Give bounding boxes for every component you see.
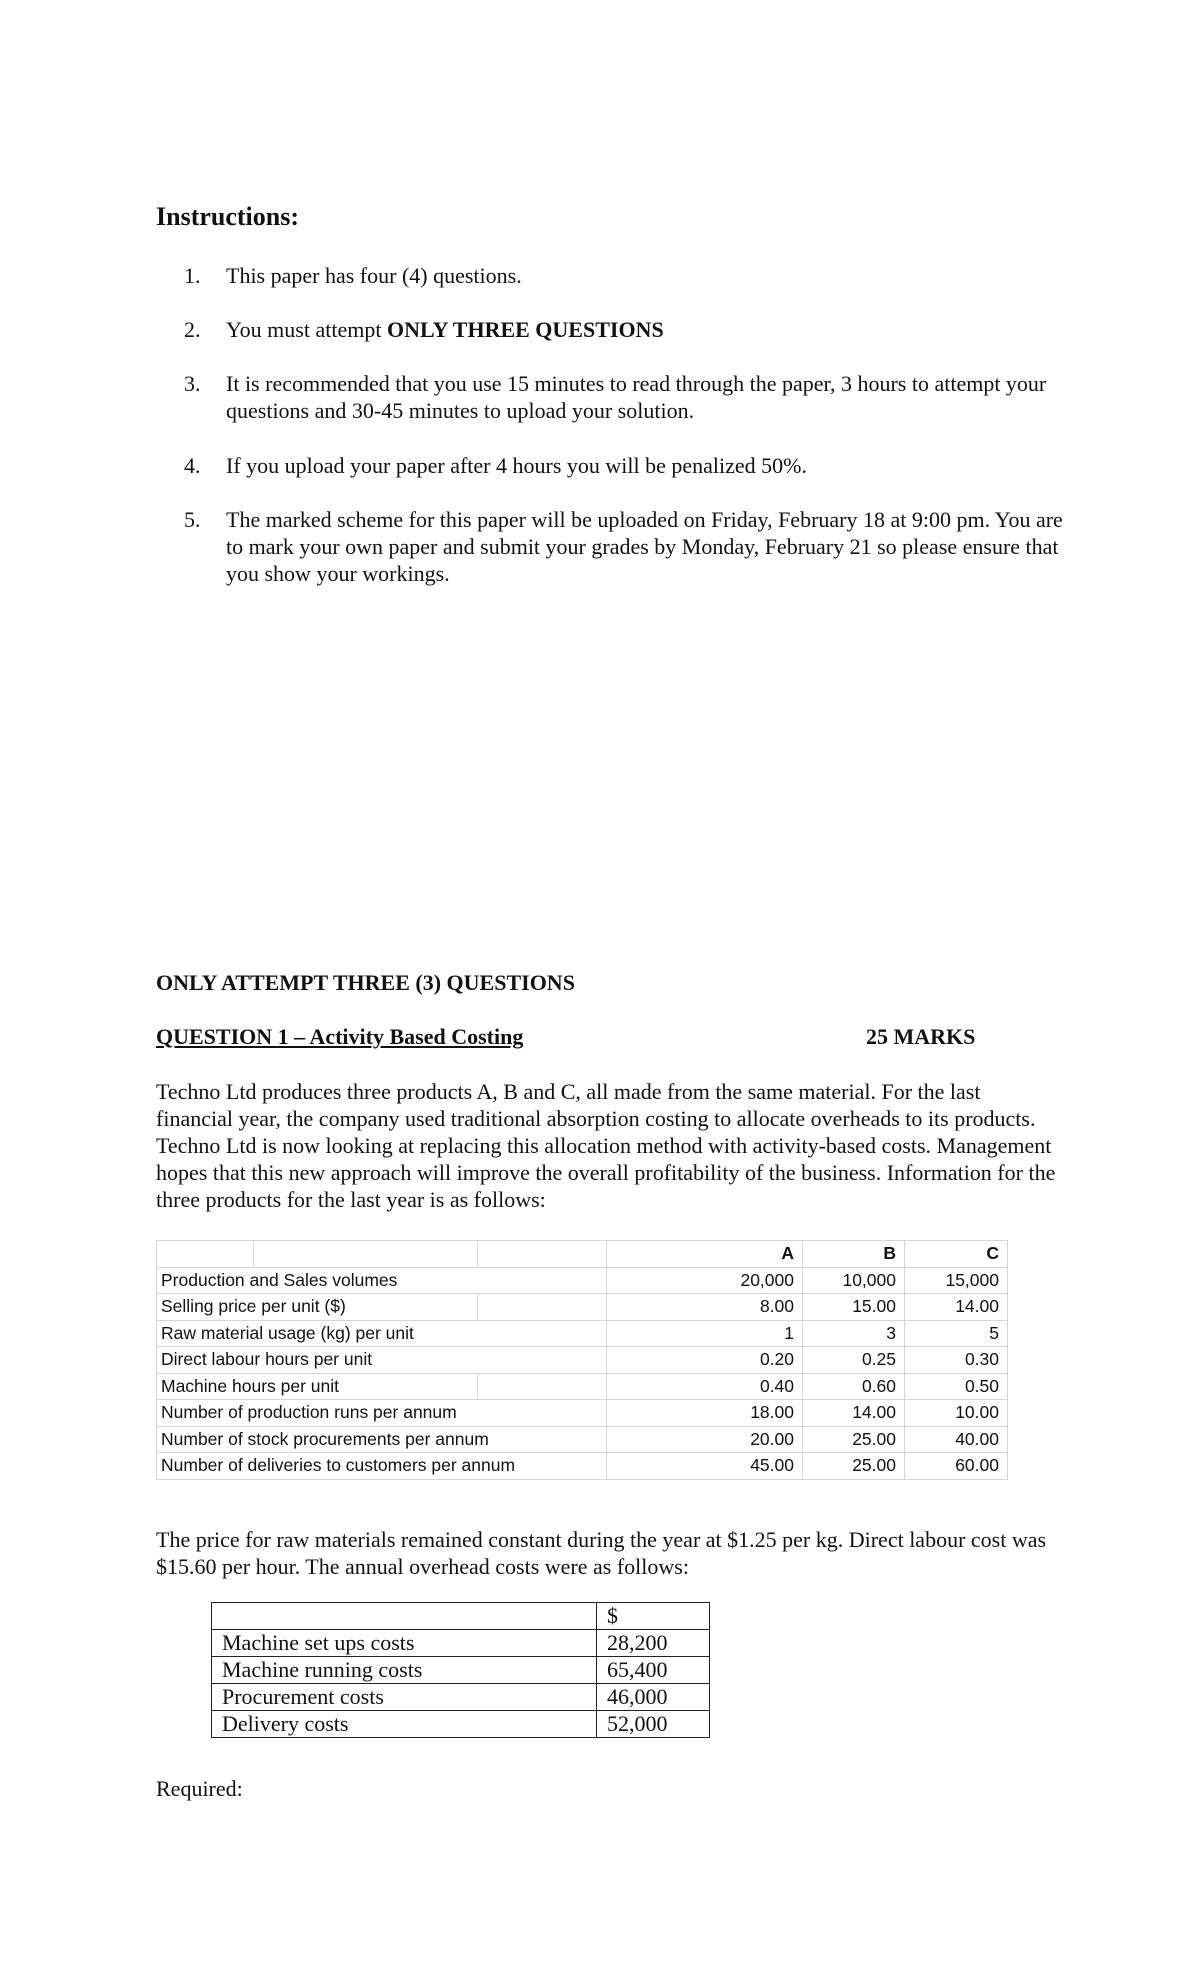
product-data-table [156, 1240, 1008, 1480]
cell-a: 0.20 [607, 1347, 803, 1374]
currency-header: $ [597, 1603, 710, 1630]
row-label: Direct labour hours per unit [157, 1347, 607, 1374]
overhead-costs-table [211, 1602, 710, 1738]
cell-b: 25.00 [803, 1426, 905, 1453]
table-row [157, 1453, 1008, 1480]
row-label: Production and Sales volumes [157, 1267, 607, 1294]
cell-b: 14.00 [803, 1400, 905, 1427]
instruction-number: 1. [184, 263, 201, 288]
instruction-number: 4. [184, 453, 201, 478]
cell-c: 10.00 [905, 1400, 1008, 1427]
table-row [157, 1400, 1008, 1427]
cell-c: 0.50 [905, 1373, 1008, 1400]
instructions-heading: Instructions: [156, 202, 300, 231]
instruction-number: 2. [184, 317, 201, 342]
instruction-text: If you upload your paper after 4 hours you will be penalized 50%. [226, 453, 807, 478]
table-header-row [157, 1241, 1008, 1268]
raw-material-price-paragraph: The price for raw materials remained constant during the year at $1.25 per kg. Direct labour cost was $15.60 per hour. The annual overhead costs were as follows: [156, 1527, 1047, 1579]
instruction-number: 5. [184, 507, 201, 532]
table-row [157, 1320, 1008, 1347]
instruction-text [226, 316, 1066, 343]
table-row [212, 1684, 710, 1711]
instruction-number: 3. [184, 371, 201, 396]
instruction-text-plain: You must attempt [226, 317, 387, 342]
row-label: Machine hours per unit [157, 1373, 478, 1400]
table-row [212, 1630, 710, 1657]
cell-a: 20.00 [607, 1426, 803, 1453]
cell-a: 1 [607, 1320, 803, 1347]
cell-a: 8.00 [607, 1294, 803, 1321]
cell-c: 5 [905, 1320, 1008, 1347]
cost-label: Machine running costs [212, 1657, 597, 1684]
row-label: Selling price per unit ($) [157, 1294, 478, 1321]
cost-value: 46,000 [597, 1684, 710, 1711]
cell-c: 14.00 [905, 1294, 1008, 1321]
cell-a: 20,000 [607, 1267, 803, 1294]
cell-c: 60.00 [905, 1453, 1008, 1480]
cell-b: 3 [803, 1320, 905, 1347]
question-1-title: QUESTION 1 – Activity Based Costing [156, 1024, 524, 1049]
cell-b: 15.00 [803, 1294, 905, 1321]
question-1-marks: 25 MARKS [866, 1024, 976, 1049]
table-row [157, 1373, 1008, 1400]
column-header-a: A [607, 1241, 803, 1268]
instruction-text: This paper has four (4) questions. [226, 263, 522, 288]
cost-value: 28,200 [597, 1630, 710, 1657]
table-row [212, 1657, 710, 1684]
row-label: Raw material usage (kg) per unit [157, 1320, 607, 1347]
instruction-text-bold: ONLY THREE QUESTIONS [386, 317, 664, 342]
table-row [212, 1711, 710, 1738]
cell-a: 0.40 [607, 1373, 803, 1400]
cost-label: Delivery costs [212, 1711, 597, 1738]
table-row [157, 1294, 1008, 1321]
cell-b: 10,000 [803, 1267, 905, 1294]
cost-value: 52,000 [597, 1711, 710, 1738]
column-header-c: C [905, 1241, 1008, 1268]
cell-c: 0.30 [905, 1347, 1008, 1374]
table-row [157, 1267, 1008, 1294]
instruction-text: The marked scheme for this paper will be uploaded on Friday, February 18 at 9:00 pm. You are to mark your own paper and submit your grades by Monday, February 21 so please ensure that you show your workings. [226, 507, 1063, 586]
cell-b: 0.60 [803, 1373, 905, 1400]
row-label: Number of stock procurements per annum [157, 1426, 607, 1453]
table-row [157, 1347, 1008, 1374]
cost-label: Machine set ups costs [212, 1630, 597, 1657]
required-label: Required: [156, 1776, 243, 1801]
cost-label: Procurement costs [212, 1684, 597, 1711]
row-label: Number of deliveries to customers per annum [157, 1453, 607, 1480]
cell-b: 25.00 [803, 1453, 905, 1480]
cell-a: 45.00 [607, 1453, 803, 1480]
cell-c: 40.00 [905, 1426, 1008, 1453]
table-row [157, 1426, 1008, 1453]
question-1-intro: Techno Ltd produces three products A, B and C, all made from the same material. For the last financial year, the company used traditional absorption costing to allocate overheads to its products. Techno Ltd is now looking at replacing this allocation method with activity-based costs. Management hopes that this new approach will improve the overall profitability of the business. Information for the three products for the last year is as follows: [156, 1079, 1056, 1212]
table-header-row [212, 1603, 710, 1630]
cell-c: 15,000 [905, 1267, 1008, 1294]
row-label: Number of production runs per annum [157, 1400, 607, 1427]
section-heading: ONLY ATTEMPT THREE (3) QUESTIONS [156, 970, 575, 995]
instruction-text: It is recommended that you use 15 minutes to read through the paper, 3 hours to attempt your questions and 30-45 minutes to upload your solution. [226, 371, 1047, 423]
column-header-b: B [803, 1241, 905, 1268]
cell-b: 0.25 [803, 1347, 905, 1374]
cost-value: 65,400 [597, 1657, 710, 1684]
cell-a: 18.00 [607, 1400, 803, 1427]
